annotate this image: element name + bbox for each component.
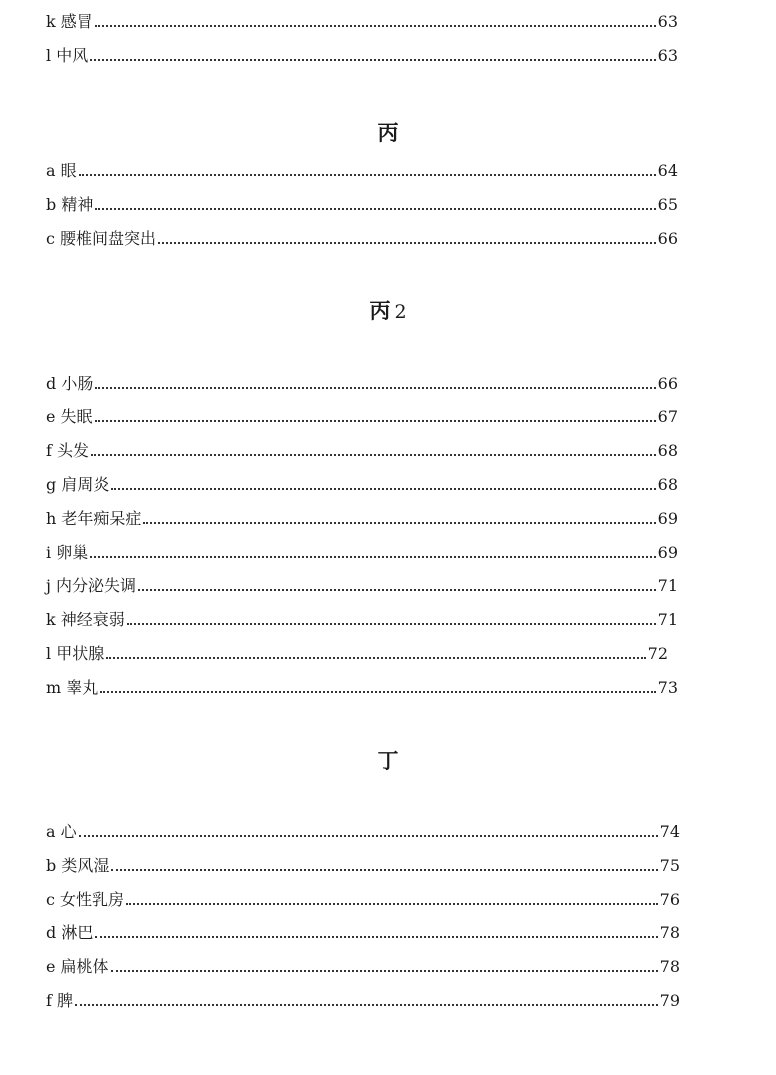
toc-entry-label: b 类风湿 [46, 856, 110, 875]
toc-entry-page: 79 [659, 991, 680, 1010]
toc-entry[interactable] [46, 191, 678, 215]
toc-leader-dots [111, 869, 657, 871]
toc-entry[interactable] [46, 8, 678, 32]
toc-entry-page: 76 [659, 890, 680, 909]
toc-entry-label: e 扁桃体 [46, 957, 109, 976]
toc-entry-label: e 失眠 [46, 407, 93, 426]
toc-entry-page: 63 [657, 12, 678, 31]
toc-entry-page: 73 [657, 678, 678, 697]
toc-entry-label: l 甲状腺 [46, 644, 105, 663]
section-heading [0, 298, 776, 325]
toc-entry-label: f 脾 [46, 991, 74, 1010]
toc-leader-dots [143, 522, 655, 524]
section-heading-text: 丙 [377, 120, 399, 145]
toc-entry-label: d 小肠 [46, 374, 94, 393]
toc-entry-label: i 卵巢 [46, 543, 89, 562]
section-heading [0, 120, 776, 146]
toc-leader-dots [79, 835, 658, 837]
toc-entry-page: 63 [657, 46, 678, 65]
toc-entry-label: c 女性乳房 [46, 890, 125, 909]
toc-entry[interactable] [46, 953, 680, 977]
toc-entry[interactable] [46, 919, 680, 943]
toc-entry-page: 69 [657, 543, 678, 562]
toc-leader-dots [95, 25, 656, 27]
toc-leader-dots [95, 936, 657, 938]
toc-entry-page: 64 [657, 161, 678, 180]
toc-leader-dots [95, 420, 656, 422]
toc-entry-page: 69 [657, 509, 678, 528]
toc-entry[interactable] [46, 606, 678, 630]
toc-entry-page: 72 [647, 644, 668, 663]
toc-entry-page: 78 [659, 923, 680, 942]
toc-leader-dots [126, 903, 658, 905]
toc-entry-page: 74 [659, 822, 680, 841]
toc-entry-page: 68 [657, 475, 678, 494]
toc-entry-label: k 感冒 [46, 12, 93, 31]
toc-entry-label: b 精神 [46, 195, 94, 214]
toc-leader-dots [138, 589, 656, 591]
toc-entry-label: m 睾丸 [46, 678, 99, 697]
toc-leader-dots [100, 691, 655, 693]
toc-leader-dots [75, 1004, 658, 1006]
toc-entry-page: 78 [659, 957, 680, 976]
section-heading-text: 丙 [369, 298, 391, 323]
toc-entry-page: 75 [659, 856, 680, 875]
toc-entry-label: g 肩周炎 [46, 475, 110, 494]
toc-leader-dots [79, 174, 656, 176]
toc-entry[interactable] [46, 403, 678, 427]
toc-entry[interactable] [46, 471, 678, 495]
toc-leader-dots [127, 623, 656, 625]
toc-entry[interactable] [46, 370, 678, 394]
toc-entry-page: 71 [657, 576, 678, 595]
toc-entry[interactable] [46, 852, 680, 876]
toc-leader-dots [95, 208, 655, 210]
toc-leader-dots [90, 556, 655, 558]
toc-entry-label: h 老年痴呆症 [46, 509, 142, 528]
toc-entry-label: c 腰椎间盘突出 [46, 229, 157, 248]
toc-entry-page: 67 [657, 407, 678, 426]
toc-leader-dots [91, 454, 656, 456]
toc-leader-dots [158, 242, 656, 244]
section-heading [0, 748, 776, 774]
toc-entry[interactable] [46, 157, 678, 181]
toc-entry[interactable] [46, 505, 678, 529]
toc-entry-label: l 中风 [46, 46, 89, 65]
toc-entry-label: a 眼 [46, 161, 77, 180]
toc-entry-page: 71 [657, 610, 678, 629]
toc-entry[interactable] [46, 225, 678, 249]
toc-leader-dots [90, 59, 655, 61]
toc-entry-page: 65 [657, 195, 678, 214]
toc-leader-dots [111, 488, 655, 490]
toc-entry[interactable] [46, 886, 680, 910]
section-heading-suffix: 2 [394, 301, 407, 323]
toc-entry[interactable] [46, 539, 678, 563]
toc-leader-dots [111, 970, 658, 972]
toc-entry-label: j 内分泌失调 [46, 576, 137, 595]
toc-entry-label: d 淋巴 [46, 923, 94, 942]
toc-entry[interactable] [46, 572, 678, 596]
toc-leader-dots [95, 387, 655, 389]
toc-entry[interactable] [46, 42, 678, 66]
toc-entry-page: 66 [657, 374, 678, 393]
toc-entry[interactable] [46, 437, 678, 461]
toc-entry-page: 68 [657, 441, 678, 460]
section-heading-text: 丁 [377, 748, 399, 773]
toc-entry[interactable] [46, 640, 668, 664]
toc-entry-label: f 头发 [46, 441, 90, 460]
toc-entry-page: 66 [657, 229, 678, 248]
toc-entry[interactable] [46, 674, 678, 698]
toc-leader-dots [106, 657, 645, 659]
toc-entry-label: k 神经衰弱 [46, 610, 125, 629]
toc-entry[interactable] [46, 818, 680, 842]
toc-entry-label: a 心 [46, 822, 77, 841]
toc-entry[interactable] [46, 987, 680, 1011]
